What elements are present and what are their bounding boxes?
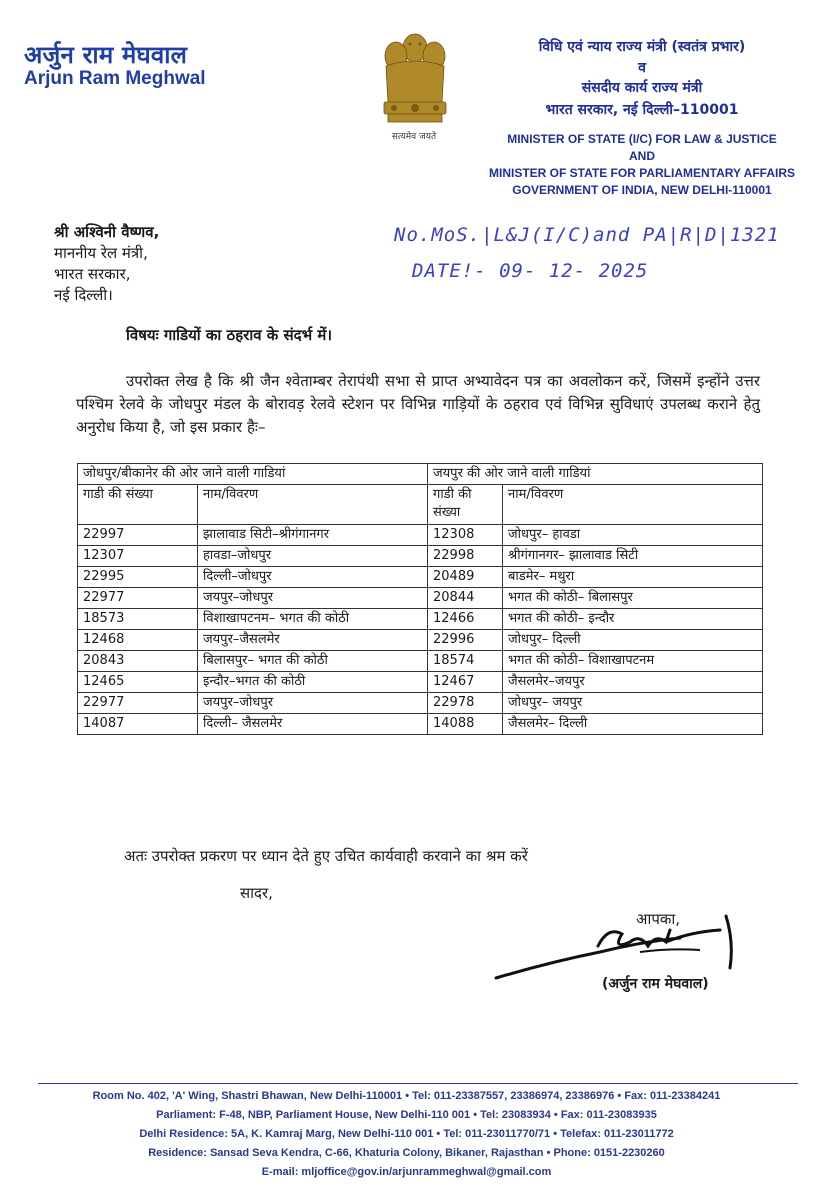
train-number-left: 12307 (78, 546, 198, 567)
train-name-right: जोधपुर– जयपुर (503, 693, 763, 714)
train-number-left: 22995 (78, 567, 198, 588)
table-row (78, 651, 763, 672)
train-name-right: भगत की कोठी– विशाखापटनम (503, 651, 763, 672)
train-number-left: 22997 (78, 525, 198, 546)
designation-english-3: GOVERNMENT OF INDIA, NEW DELHI-110001 (512, 183, 772, 197)
designation-hindi-3: भारत सरकार, नई दिल्ली–110001 (545, 102, 739, 118)
minister-name-hindi: अर्जुन राम मेघवाल (24, 41, 188, 69)
train-name-right: भगत की कोठी– इन्दौर (503, 609, 763, 630)
closing-line: अतः उपरोक्त प्रकरण पर ध्यान देते हुए उचित कार्यवाही करवाने का श्रम करें (124, 847, 528, 865)
train-name-right: श्रीगंगानगर– झालावाड सिटी (503, 546, 763, 567)
table-row (78, 567, 763, 588)
letter-subject: विषयः गाडियों का ठहराव के संदर्भ में। (126, 326, 333, 344)
train-name-left: जयपुर–जोधपुर (198, 693, 428, 714)
train-rows (78, 525, 763, 735)
col-header-name: नाम/विवरण (198, 485, 428, 525)
train-number-left: 14087 (78, 714, 198, 735)
recipient-government: भारत सरकार, (54, 265, 131, 283)
table-row (78, 609, 763, 630)
train-name-right: जैसलमेर– दिल्ली (503, 714, 763, 735)
table-row (78, 672, 763, 693)
table-row (78, 588, 763, 609)
train-name-left: हावडा–जोधपुर (198, 546, 428, 567)
train-number-right: 20489 (428, 567, 503, 588)
group-header-left: जोधपुर/बीकानेर की ओर जाने वाली गाडियां (78, 464, 428, 485)
train-name-left: बिलासपुर– भगत की कोठी (198, 651, 428, 672)
recipient-address (54, 222, 159, 306)
train-name-left: दिल्ली–जोधपुर (198, 567, 428, 588)
designation-english-1: MINISTER OF STATE (I/C) FOR LAW & JUSTICE (507, 132, 777, 146)
emblem-motto: सत्यमेव जयते (391, 132, 437, 142)
train-name-right: जोधपुर– हावडा (503, 525, 763, 546)
train-name-left: जयपुर–जैसलमेर (198, 630, 428, 651)
train-name-right: जैसलमेर–जयपुर (503, 672, 763, 693)
footer-divider (38, 1083, 798, 1084)
train-name-left: जयपुर–जोधपुर (198, 588, 428, 609)
train-number-right: 18574 (428, 651, 503, 672)
train-name-right: जोधपुर– दिल्ली (503, 630, 763, 651)
table-row (78, 693, 763, 714)
table-row (78, 525, 763, 546)
train-name-left: विशाखापटनम– भगत की कोठी (198, 609, 428, 630)
train-name-right: भगत की कोठी– बिलासपुर (503, 588, 763, 609)
trains-table (77, 463, 763, 735)
body-paragraph: उपरोक्त लेख है कि श्री जैन श्वेताम्बर तेरापंथी सभा से प्राप्त अभ्यावेदन पत्र का अवलोकन करें, जिसमें इन्होंने उत्तर पश्चिम रेलवे के जोधपुर मंडल के बोरावड़ रेलवे स्टेशन पर विभिन्न गाड़ियों के ठहराव एवं विभिन्न सुविधाएं उपलब्ध कराने हेतु अनुरोध किया है, जो इस प्रकार हैः– (76, 372, 760, 436)
footer-residence: Residence: Sansad Seva Kendra, C-66, Khaturia Colony, Bikaner, Rajasthan • Phone: 0151-2230260 (148, 1147, 665, 1159)
train-number-left: 22977 (78, 588, 198, 609)
signatory-name: (अर्जुन राम मेघवाल) (602, 976, 709, 992)
designation-hindi-and: व (638, 60, 646, 76)
train-number-right: 22996 (428, 630, 503, 651)
col-header-number: गाडी की संख्या (428, 485, 503, 525)
train-number-right: 12466 (428, 609, 503, 630)
footer-email: E-mail: mljoffice@gov.in/arjunrammeghwal@gmail.com (261, 1166, 552, 1178)
reference-number: No.MoS.|L&J(I/C)and PA|R|D|1321 (394, 224, 780, 246)
minister-name-english: Arjun Ram Meghwal (24, 68, 206, 89)
reference-date: DATE!- 09- 12- 2025 (412, 260, 649, 282)
designation-english-and: AND (629, 149, 655, 163)
recipient-city: नई दिल्ली। (54, 286, 113, 304)
table-row (78, 546, 763, 567)
train-name-right: बाडमेर– मथुरा (503, 567, 763, 588)
designation-hindi-1: विधि एवं न्याय राज्य मंत्री (स्वतंत्र प्रभार) (538, 39, 746, 55)
salutation-sadar: सादर, (240, 884, 273, 902)
train-number-right: 12308 (428, 525, 503, 546)
footer-parliament-address: Parliament: F-48, NBP, Parliament House, New Delhi-110 001 • Tel: 23083934 • Fax: 011-23083935 (156, 1109, 657, 1121)
train-number-left: 20843 (78, 651, 198, 672)
train-number-right: 14088 (428, 714, 503, 735)
salutation-aapka: आपका, (636, 910, 681, 928)
train-name-left: इन्दौर–भगत की कोठी (198, 672, 428, 693)
train-number-left: 18573 (78, 609, 198, 630)
recipient-designation: माननीय रेल मंत्री, (54, 244, 148, 262)
train-number-left: 22977 (78, 693, 198, 714)
col-header-name: नाम/विवरण (503, 485, 763, 525)
train-number-left: 12465 (78, 672, 198, 693)
table-row (78, 630, 763, 651)
train-number-right: 22998 (428, 546, 503, 567)
group-header-right: जयपुर की ओर जाने वाली गाडियां (428, 464, 763, 485)
col-header-number: गाडी की संख्या (78, 485, 198, 525)
footer-office-address: Room No. 402, 'A' Wing, Shastri Bhawan, New Delhi-110001 • Tel: 011-23387557, 23386974, 23386976 • Fax: 011-23384241 (92, 1090, 721, 1102)
train-name-left: झालावाड सिटी–श्रीगंगानगर (198, 525, 428, 546)
train-number-left: 12468 (78, 630, 198, 651)
designation-english-2: MINISTER OF STATE FOR PARLIAMENTARY AFFAIRS (489, 166, 795, 180)
designation-hindi-2: संसदीय कार्य राज्य मंत्री (581, 80, 703, 96)
train-name-left: दिल्ली– जैसलमेर (198, 714, 428, 735)
train-number-right: 12467 (428, 672, 503, 693)
train-number-right: 20844 (428, 588, 503, 609)
footer-delhi-residence: Delhi Residence: 5A, K. Kamraj Marg, New Delhi-110 001 • Tel: 011-23011770/71 • Telefax: 011-23011772 (139, 1128, 674, 1140)
recipient-name: श्री अश्विनी वैष्णव, (54, 223, 160, 241)
table-row (78, 714, 763, 735)
train-number-right: 22978 (428, 693, 503, 714)
